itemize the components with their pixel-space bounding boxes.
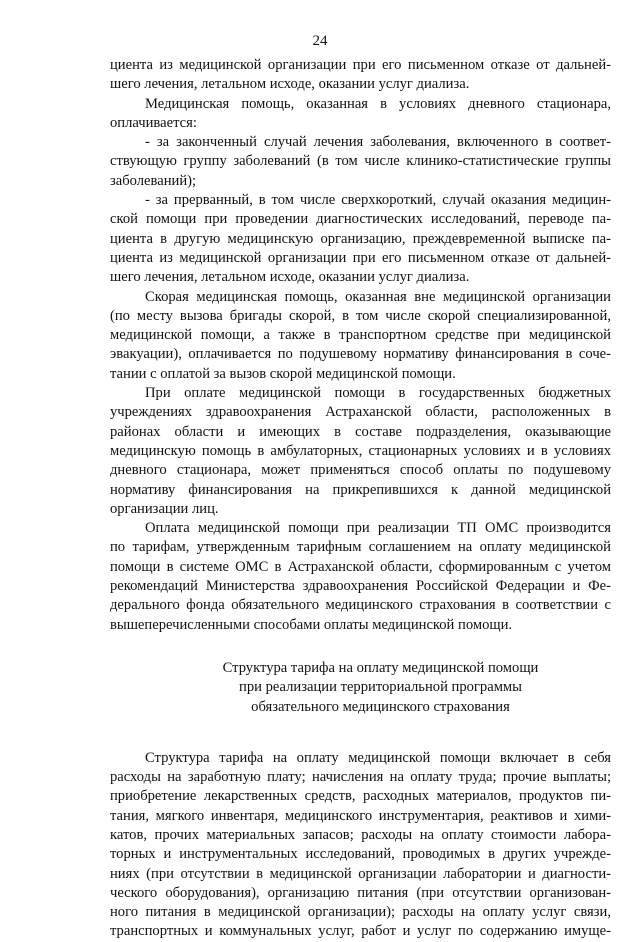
text-line: расходы на заработную плату; начисления на оплату труда; прочие выплаты;: [110, 769, 611, 786]
text-line: - за законченный случай лечения заболевания, включенного в соответ-: [145, 134, 611, 151]
text-line: медицинскую помощь в амбулаторных, стационарных условиях и в условиях: [110, 442, 611, 459]
section-heading: [110, 659, 611, 717]
text-line: тания, мягкого инвентаря, медицинского инструментария, реактивов и хими-: [110, 807, 611, 824]
paragraph-budget-institutions: [110, 384, 611, 519]
text-line: При оплате медицинской помощи в государственных бюджетных: [145, 385, 611, 402]
text-line: приобретение лекарственных средств, расходных материалов, продуктов пи-: [110, 788, 611, 805]
text-line: организации лиц.: [110, 500, 219, 517]
list-item-interrupted-case: [110, 191, 611, 287]
text-line: Скорая медицинская помощь, оказанная вне медицинской организации: [145, 288, 611, 305]
text-line: циента из медицинской организации при его письменном отказе от дальней-: [110, 57, 611, 73]
paragraph-tariff-structure: [110, 749, 611, 942]
text-line: районах области и имеющих в составе подразделения, оказывающие: [110, 423, 611, 440]
text-line: ской помощи при проведении диагностических исследований, переводе па-: [110, 211, 611, 228]
text-line: катов, прочих материальных запасов; расходы на оплату стоимости лабора-: [110, 826, 611, 843]
text-line: (по месту вызова бригады скорой, в том числе скорой специализированной,: [110, 307, 611, 324]
paragraph-tariffs: [110, 519, 611, 635]
text-line: тании с оплатой за вызов скорой медицинской помощи.: [110, 365, 456, 382]
text-line: Медицинская помощь, оказанная в условиях дневного стационара,: [145, 95, 611, 112]
heading-line: обязательного медицинского страхования: [251, 698, 510, 715]
text-line: шего лечения, летальном исходе, оказании услуг диализа.: [110, 269, 470, 286]
text-line: по тарифам, утвержденным тарифным соглашением на оплату медицинской: [110, 539, 611, 556]
text-line: помощи в системе ОМС в Астраханской области, сформированным с учетом: [110, 558, 611, 575]
document-body: [110, 56, 611, 942]
heading-line: при реализации территориальной программы: [239, 679, 522, 696]
text-line: циента из медицинской организации при его письменном отказе от дальней-: [110, 249, 611, 266]
text-line: вышеперечисленными способами оплаты медицинской помощи.: [110, 616, 513, 633]
text-line: рекомендаций Министерства здравоохранения Российской Федерации и Фе-: [110, 578, 611, 595]
text-line: транспортных и коммунальных услуг, работ и услуг по содержанию имуще-: [110, 923, 611, 940]
text-line: эвакуации), оплачивается по подушевому нормативу финансирования в соче-: [110, 346, 611, 363]
text-line: ного питания в медицинской организации); расходы на оплату услуг связи,: [110, 904, 611, 921]
text-line: нормативу финансирования на прикрепившихся к данной медицинской: [110, 481, 611, 498]
text-line: циента в другую медицинскую организацию, преждевременной выписке па-: [110, 230, 611, 247]
text-line: медицинской помощи, а также в транспортном средстве при медицинской: [110, 327, 611, 344]
heading-line: Структура тарифа на оплату медицинской помощи: [222, 659, 539, 676]
text-line: заболеваний);: [110, 172, 197, 189]
text-line: оплачивается:: [110, 114, 197, 131]
text-line: Оплата медицинской помощи при реализации ТП ОМС производится: [145, 520, 611, 537]
list-item-completed-case: [110, 133, 611, 191]
paragraph-continuation: [110, 56, 611, 95]
text-line: Структура тарифа на оплату медицинской помощи включает в себя: [145, 749, 611, 766]
text-line: торных и инструментальных исследований, проводимых в других учрежде-: [110, 846, 611, 863]
text-line: - за прерванный, в том числе сверхкороткий, случай оказания медицин-: [145, 192, 611, 209]
text-line: ческого оборудования), организацию питания (при отсутствии организован-: [110, 884, 611, 901]
text-line: шего лечения, летальном исходе, оказании услуг диализа.: [110, 76, 470, 93]
text-line: ниях (при отсутствии в медицинской организации лаборатории и диагности-: [110, 865, 611, 882]
paragraph-emergency-care: [110, 288, 611, 384]
text-line: учреждениях здравоохранения Астраханской области, расположенных в: [110, 404, 611, 421]
paragraph-day-hospital: [110, 95, 611, 134]
page-number: 24: [312, 33, 328, 49]
text-line: ствующую группу заболеваний (в том числе клинико-статистические группы: [110, 153, 611, 170]
text-line: дневного стационара, может применяться способ оплаты по подушевому: [110, 462, 611, 479]
text-line: дерального фонда обязательного медицинского страхования в соответствии с: [110, 597, 611, 614]
